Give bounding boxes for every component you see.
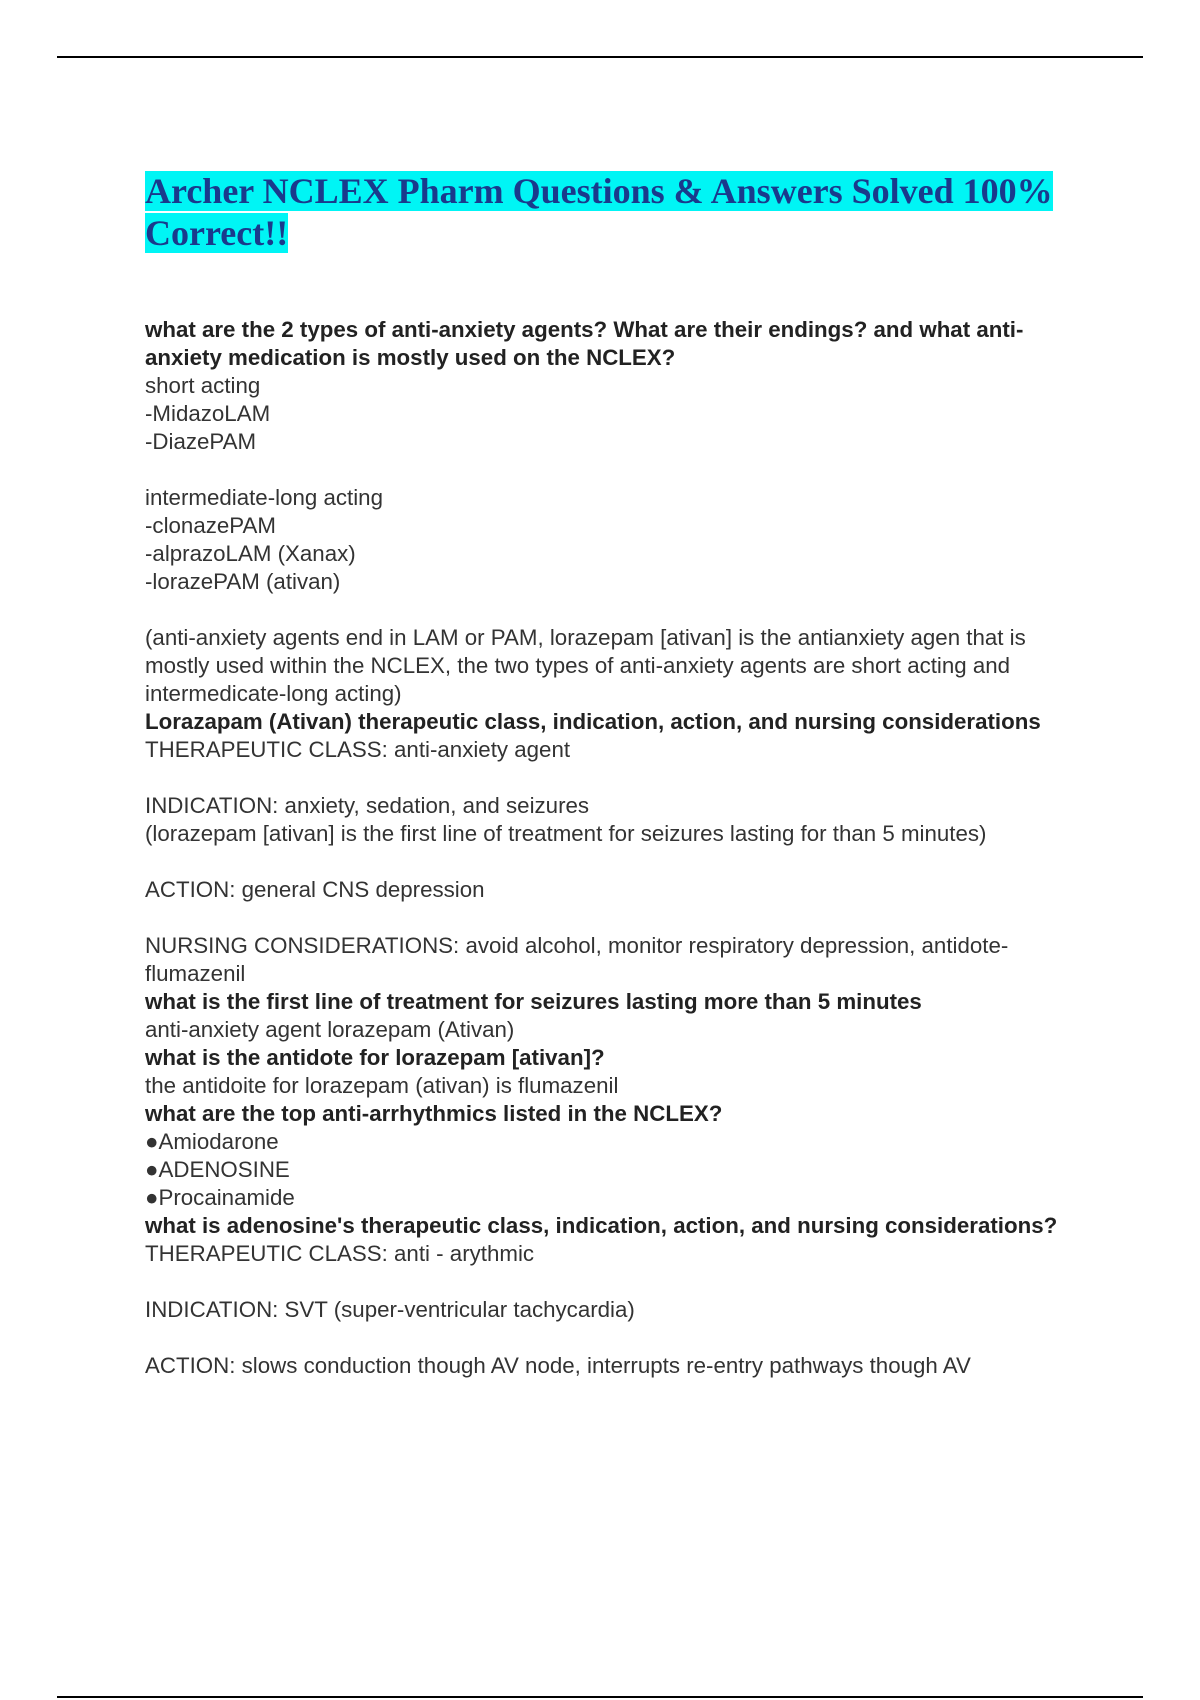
title-highlight: Archer NCLEX Pharm Questions & Answers Solved 100% Correct!! <box>145 171 1053 253</box>
qa-block <box>145 988 1095 1044</box>
answer-line: NURSING CONSIDERATIONS: avoid alcohol, monitor respiratory depression, antidote-flumazenil <box>145 933 1009 986</box>
qa-block <box>145 1212 1095 1380</box>
answer-line: THERAPEUTIC CLASS: anti - arythmic <box>145 1241 535 1266</box>
answer-line: -lorazePAM (ativan) <box>145 569 341 594</box>
blank-line <box>145 1324 1095 1352</box>
question-text: what are the top anti-arrhythmics listed in the NCLEX? <box>145 1101 723 1126</box>
question-text: what is adenosine's therapeutic class, indication, action, and nursing considerations? <box>145 1213 1058 1238</box>
answer-line: (anti-anxiety agents end in LAM or PAM, lorazepam [ativan] is the antianxiety agen that is mostly used within the NCLEX, the two types of anti-anxiety agents are short acting and intermedicate-long acting) <box>145 625 1032 706</box>
blank-line <box>145 848 1095 876</box>
question-text: what are the 2 types of anti-anxiety agents? What are their endings? and what anti-anxiety medication is mostly used on the NCLEX? <box>145 317 1024 370</box>
answer-line: INDICATION: SVT (super-ventricular tachycardia) <box>145 1297 635 1322</box>
question-text: what is the antidote for lorazepam [ativan]? <box>145 1045 605 1070</box>
blank-line <box>145 1268 1095 1296</box>
top-rule <box>57 56 1143 58</box>
blank-line <box>145 596 1095 624</box>
answer-line: intermediate-long acting <box>145 485 383 510</box>
answer-line: -alprazoLAM (Xanax) <box>145 541 356 566</box>
qa-block <box>145 316 1095 708</box>
blank-line <box>145 764 1095 792</box>
document-title <box>145 170 1095 254</box>
answer-line: THERAPEUTIC CLASS: anti-anxiety agent <box>145 737 571 762</box>
answer-line: ACTION: slows conduction though AV node, interrupts re-entry pathways though AV <box>145 1353 971 1378</box>
answer-line: anti-anxiety agent lorazepam (Ativan) <box>145 1017 515 1042</box>
answer-line: ●Amiodarone <box>145 1129 279 1154</box>
answer-line: -clonazePAM <box>145 513 276 538</box>
qa-body <box>145 316 1095 1380</box>
answer-line: INDICATION: anxiety, sedation, and seizures <box>145 793 590 818</box>
answer-line: ACTION: general CNS depression <box>145 877 485 902</box>
qa-block <box>145 1100 1095 1212</box>
document-page <box>145 170 1095 1380</box>
answer-line: -MidazoLAM <box>145 401 271 426</box>
question-text: what is the first line of treatment for seizures lasting more than 5 minutes <box>145 989 922 1014</box>
question-text: Lorazapam (Ativan) therapeutic class, indication, action, and nursing considerations <box>145 709 1041 734</box>
qa-block <box>145 708 1095 988</box>
answer-line: the antidoite for lorazepam (ativan) is flumazenil <box>145 1073 619 1098</box>
answer-line: ●ADENOSINE <box>145 1157 290 1182</box>
answer-line: short acting <box>145 373 261 398</box>
answer-line: ●Procainamide <box>145 1185 295 1210</box>
qa-block <box>145 1044 1095 1100</box>
answer-line: -DiazePAM <box>145 429 257 454</box>
answer-line: (lorazepam [ativan] is the first line of treatment for seizures lasting for than 5 minutes) <box>145 821 987 846</box>
blank-line <box>145 456 1095 484</box>
blank-line <box>145 904 1095 932</box>
bottom-rule <box>57 1696 1143 1698</box>
